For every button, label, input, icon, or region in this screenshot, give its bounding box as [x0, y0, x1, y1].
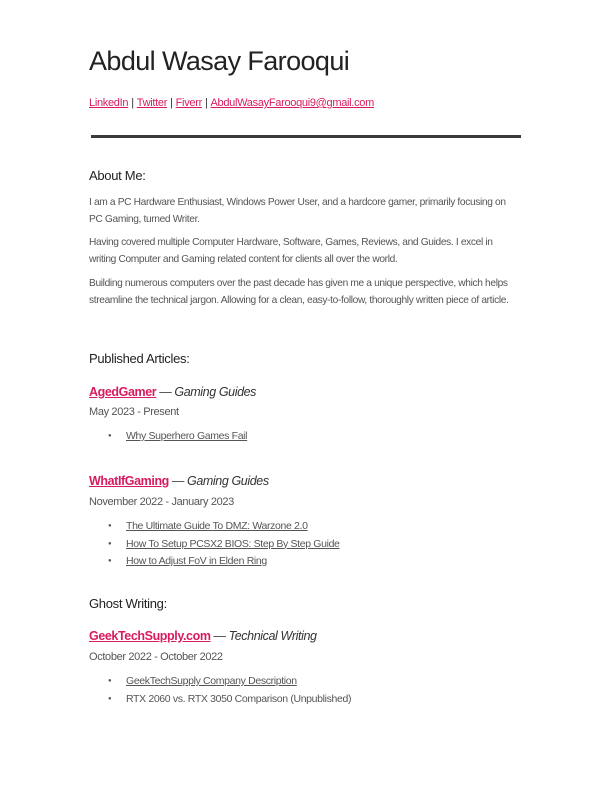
fiverr-link[interactable]: Fiverr	[175, 97, 202, 109]
dash: —	[213, 629, 226, 643]
dash: —	[159, 385, 172, 399]
outlet-link-geektechsupply[interactable]: GeekTechSupply.com	[89, 629, 211, 643]
entry-dates: October 2022 - October 2022	[89, 651, 223, 663]
link-separator: |	[170, 97, 173, 109]
article-list	[89, 428, 247, 446]
list-item	[89, 673, 351, 691]
ghost-writing-heading: Ghost Writing:	[89, 596, 167, 611]
link-separator: |	[204, 97, 208, 109]
article-link[interactable]: Why Superhero Games Fail	[126, 430, 248, 442]
article-link[interactable]: The Ultimate Guide To DMZ: Warzone 2.0	[126, 520, 308, 532]
about-paragraph: I am a PC Hardware Enthusiast, Windows Power User, and a hardcore gamer, primarily focusing on PC Gaming, turned Writer.	[89, 197, 506, 225]
link-separator: |	[131, 97, 134, 109]
list-item	[89, 518, 340, 536]
list-item	[89, 553, 340, 571]
list-item	[89, 428, 247, 446]
entry-heading	[89, 474, 269, 488]
list-item: ● RTX 2060 vs. RTX 3050 Comparison (Unpublished)	[89, 691, 351, 709]
about-paragraph: Building numerous computers over the past decade has given me a unique perspective, which helps streamline the technical jargon. Allowing for a clean, easy-to-follow, thoroughly written piece of article.	[89, 278, 509, 306]
entry-heading	[89, 629, 317, 643]
article-list	[89, 673, 351, 708]
about-heading: About Me:	[89, 168, 146, 183]
dash: —	[171, 474, 185, 488]
published-heading: Published Articles:	[89, 351, 190, 366]
entry-dates: November 2022 - January 2023	[89, 496, 234, 508]
contact-links	[89, 97, 374, 109]
outlet-link-whatifgaming[interactable]: WhatIfGaming	[89, 474, 169, 488]
entry-role: Technical Writing	[228, 629, 317, 643]
article-link[interactable]: How to Adjust FoV in Elden Ring	[126, 555, 267, 567]
entry-role: Gaming Guides	[174, 385, 257, 399]
linkedin-link[interactable]: LinkedIn	[89, 97, 129, 109]
entry-heading	[89, 385, 256, 399]
list-item	[89, 536, 340, 554]
header-divider	[91, 135, 521, 138]
article-link[interactable]: GeekTechSupply Company Description	[126, 675, 297, 687]
page-title: Abdul Wasay Farooqui	[89, 46, 350, 76]
article-list	[89, 518, 340, 571]
entry-role: Gaming Guides	[187, 474, 269, 488]
twitter-link[interactable]: Twitter	[136, 97, 168, 109]
article-link[interactable]: How To Setup PCSX2 BIOS: Step By Step Guide	[126, 537, 340, 550]
about-paragraph: Having covered multiple Computer Hardware, Software, Games, Reviews, and Guides. I excel in writing Computer and Gaming related content for clients all over the world.	[89, 237, 493, 265]
outlet-link-agedgamer[interactable]: AgedGamer	[89, 385, 157, 399]
entry-dates: May 2023 - Present	[89, 406, 179, 418]
email-link[interactable]: AbdulWasayFarooqui9@gmail.com	[210, 97, 374, 109]
